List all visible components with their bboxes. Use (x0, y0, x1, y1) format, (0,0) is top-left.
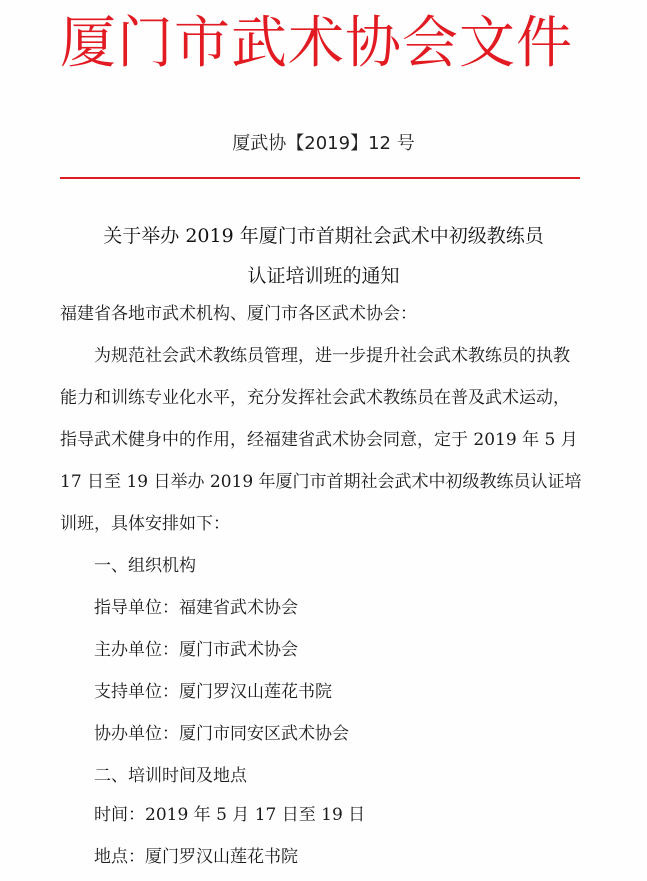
paragraph-line: 训班，具体安排如下： (60, 514, 230, 534)
org-item-guiding-unit: 指导单位：福建省武术协会 (94, 598, 298, 618)
org-item-co-organizer: 协办单位：厦门市同安区武术协会 (94, 724, 349, 744)
paragraph-line: 17 日至 19 日举办 2019 年厦门市首期社会武术中初级教练员认证培 (60, 472, 582, 492)
header-divider (60, 177, 580, 179)
section-heading-organization: 一、组织机构 (94, 556, 196, 576)
document-number: 厦武协【2019】12 号 (232, 133, 415, 154)
section-heading-time-place: 二、培训时间及地点 (94, 766, 247, 786)
notice-title-line-1: 关于举办 2019 年厦门市首期社会武术中初级教练员 (103, 225, 544, 247)
training-time: 时间：2019 年 5 月 17 日至 19 日 (94, 805, 366, 825)
training-place: 地点：厦门罗汉山莲花书院 (94, 847, 298, 867)
paragraph-line: 能力和训练专业化水平，充分发挥社会武术教练员在普及武术运动， (60, 388, 570, 408)
notice-title-line-2: 认证培训班的通知 (247, 265, 400, 287)
org-item-host-unit: 主办单位：厦门市武术协会 (94, 640, 298, 660)
paragraph-line: 指导武术健身中的作用，经福建省武术协会同意，定于 2019 年 5 月 (60, 430, 578, 450)
org-item-support-unit: 支持单位：厦门罗汉山莲花书院 (94, 682, 332, 702)
issuing-body-header: 厦门市武术协会文件 (60, 11, 573, 76)
paragraph-line: 为规范社会武术教练员管理，进一步提升社会武术教练员的执教 (94, 346, 570, 366)
salutation: 福建省各地市武术机构、厦门市各区武术协会： (60, 304, 417, 324)
